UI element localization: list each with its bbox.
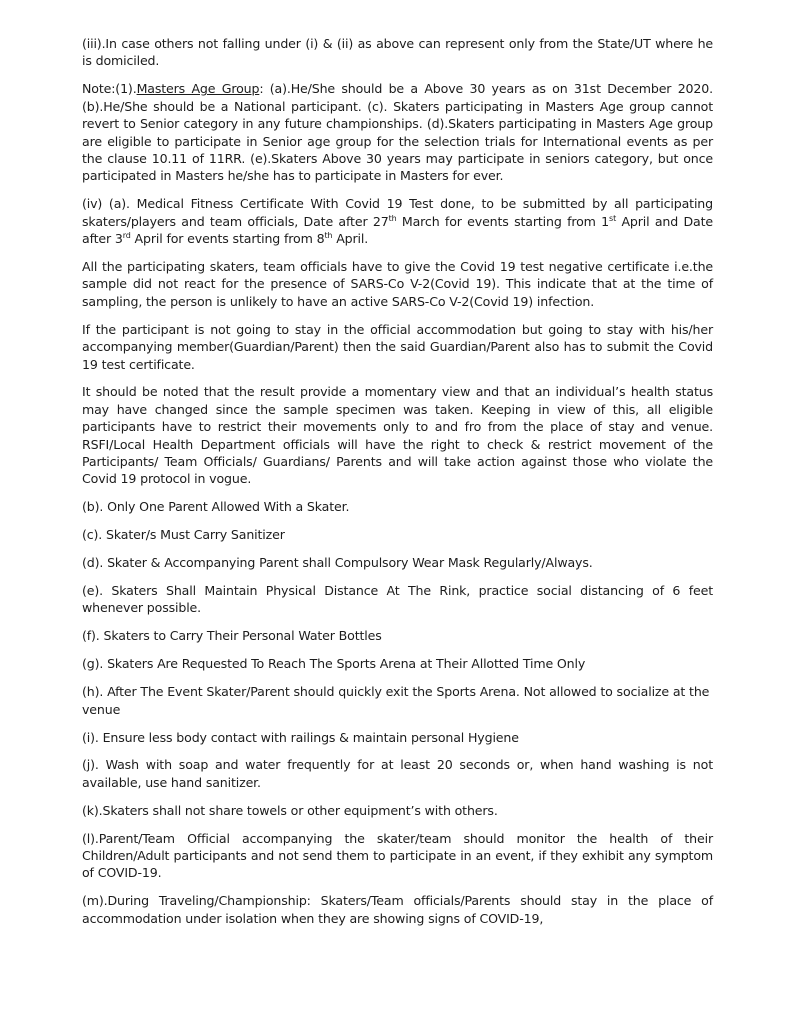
note-prefix: Note:(1). (82, 81, 137, 97)
text-run: April for events starting from 8 (130, 231, 325, 247)
paragraph-guardian-certificate: If the participant is not going to stay in the official accommodation but going to stay with his/her accompanying member(Guardian/Parent) then the said Guardian/Parent also has to submit the Covid 19 test certificate. (82, 321, 713, 372)
rule-d: (d). Skater & Accompanying Parent shall Compulsory Wear Mask Regularly/Always. (82, 555, 593, 571)
masters-age-group-heading: Masters Age Group (136, 81, 260, 97)
rule-m: (m).During Traveling/Championship: Skaters/Team officials/Parents should stay in the place of accommodation under isolation when they are showing signs of COVID-19, (82, 893, 713, 926)
text-run: April. (332, 231, 369, 247)
paragraph-movement-restriction: It should be noted that the result provide a momentary view and that an individual’s health status may have changed since the sample specimen was taken. Keeping in view of this, all eligible participants have to restrict their movements only to and fro from the place of stay and venue. RSFI/Local Health Department officials will have the right to check & restrict movement of the Participants/ Team Officials/ Guardians/ Parents and will take action against those who violate the Covid 19 protocol in vogue. (82, 384, 713, 487)
rule-k: (k).Skaters shall not share towels or other equipment’s with others. (82, 802, 498, 818)
superscript: th (388, 213, 397, 223)
paragraph-negative-certificate: All the participating skaters, team officials have to give the Covid 19 test negative certificate i.e.the sample did not react for the presence of SARS-Co V-2(Covid 19). This indicate that at the time of sampling, the person is unlikely to have an active SARS-Co V-2(Covid 19) infection. (82, 258, 713, 309)
rule-j: (j). Wash with soap and water frequently for at least 20 seconds or, when hand washing is not available, use hand sanitizer. (82, 757, 713, 790)
paragraph-iii: (iii).In case others not falling under (i) & (ii) as above can represent only from the State/UT where he is domiciled. (82, 36, 713, 69)
rule-i: (i). Ensure less body contact with railings & maintain personal Hygiene (82, 729, 519, 745)
rule-l: (l).Parent/Team Official accompanying the skater/team should monitor the health of their Children/Adult participants and not send them to participate in an event, if they exhibit any symptom of COVID-19. (82, 830, 713, 881)
rule-f: (f). Skaters to Carry Their Personal Water Bottles (82, 628, 382, 644)
superscript: st (609, 213, 617, 223)
text-run: April and Date after 3 (82, 213, 713, 247)
rule-g: (g). Skaters Are Requested To Reach The Sports Arena at Their Allotted Time Only (82, 656, 586, 672)
rule-h: (h). After The Event Skater/Parent should quickly exit the Sports Arena. Not allowed to socialize at the venue (82, 684, 710, 717)
document-page (82, 35, 713, 938)
rule-e: (e). Skaters Shall Maintain Physical Distance At The Rink, practice social distancing of 6 feet whenever possible. (82, 583, 713, 616)
note-body: : (a).He/She should be a Above 30 years as on 31st December 2020. (b).He/She should be a National participant. (c). Skaters participating in Masters Age group cannot revert to Senior category in any future championships. (d).Skaters participating in Masters Age group are eligible to participate in Senior age group for the selection trials for International events as per the clause 10.11 of 11RR. (e).Skaters Above 30 years may participate in seniors category, but once participated in Masters he/she has to participate in Masters for ever. (82, 81, 713, 184)
text-run: March for events starting from 1 (396, 213, 610, 229)
rule-c: (c). Skater/s Must Carry Sanitizer (82, 527, 285, 543)
superscript: rd (122, 231, 131, 241)
paragraph-masters-note (82, 80, 713, 184)
superscript: th (324, 231, 333, 241)
paragraph-iv-a-medical (82, 195, 713, 247)
text-run: (iv) (a). Medical Fitness Certificate With Covid 19 Test done, to be submitted by all participating skaters/players and team officials, Date after 27 (82, 196, 713, 229)
rule-b: (b). Only One Parent Allowed With a Skater. (82, 499, 350, 515)
